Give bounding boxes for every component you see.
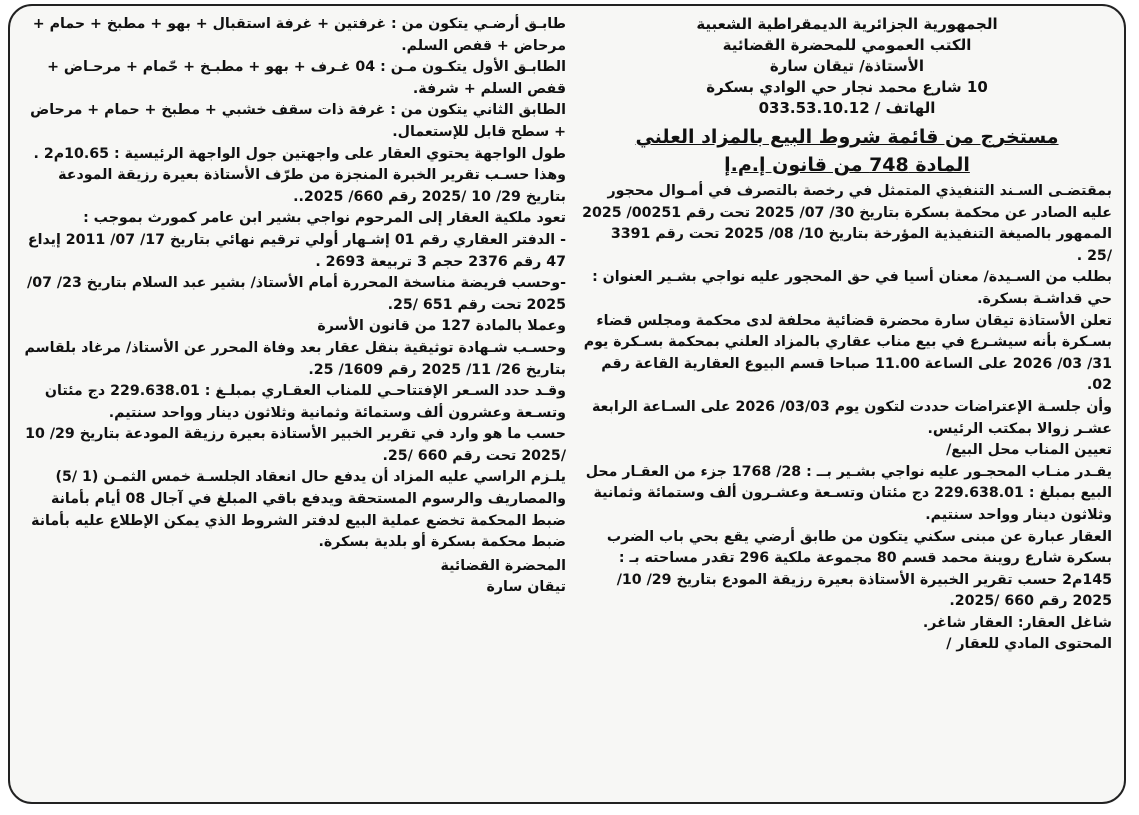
header-republic: الجمهورية الجزائرية الديمقراطية الشعبية	[696, 15, 998, 33]
paragraph: الطابـق الأول يتكـون مـن : 04 غـرف + بهو + مطبـخ + حّمام + مرحـاض + قفص السلم + شرفة.	[47, 59, 566, 97]
header-bailiff-name: الأستاذة/ تيقان سارة	[769, 57, 925, 75]
title-line-1: مستخرج من قائمة شروط البيع بالمزاد العلني	[635, 126, 1059, 148]
paragraph: يلـزم الراسي عليه المزاد أن يدفع حال انعقاد الجلسـة خمس الثمـن (1 /5) والمصاريف والرسوم المستحقة ويدفع باقي المبلغ في آجال 08 أيام بأمانة ضبط المحكمة تخضع عملية البيع لدفتر الشروط الذي يمكن الإطلاع عليه بأمانة ضبط محكمة بسكرة أو بلدية بسكرة.	[31, 469, 566, 551]
paragraph: حسب ما هو وارد في تقرير الخبير الأستاذة بعيرة رزيقة المودعة بتاريخ 29/ 10 /2025 تحت رقم 660 /25.	[25, 426, 566, 464]
paragraph: وهذا حسـب تقرير الخبرة المنجزة من طرّف الأستاذة بعيرة رزيقة المودعة بتاريخ 29/ 10 /2025 رقم 660/ 2025..	[58, 167, 566, 205]
paragraph: وعملا بالمادة 127 من قانون الأسرة	[317, 318, 566, 335]
right-column	[582, 14, 1112, 656]
paragraph: - الدفتر العقاري رقم 01 إشـهار أولي ترقيم نهائي بتاريخ 17/ 07/ 2011 إيداع 47 رقم 2376 حجم 3 تربيعة 2693 .	[27, 231, 566, 270]
paragraph: طابـق أرضـي يتكون من : غرفتين + غرفة استقبال + بهو + مطبخ + حمام + مرحاض + قفص السلم.	[32, 16, 566, 54]
paragraph: يقـدر منـاب المحجـور عليه نواجي بشـير بــ : 28/ 1768 جزء من العقـار محل البيع بمبلغ : 229.638.01 دج مئتان وتسـعة وعشـرون ألف وستمائة وثمانية وثلاثون دينار وواحد سنتيم.	[585, 463, 1112, 523]
header-office: الكتب العمومي للمحضرة القضائية	[722, 36, 972, 54]
signature-name: تيقان سارة	[486, 579, 566, 596]
paragraph: -وحسب فريضة مناسخة المحررة أمام الأستاذ/ بشير عبد السلام بتاريخ 23/ 07/ 2025 تحت رقم 651 /25.	[27, 275, 566, 313]
paragraph: بطلب من السـيدة/ معنان أسيا في حق المحجور عليه نواجي بشـير العنوان : حي قداشـة بسكرة.	[592, 269, 1112, 307]
header-address: 10 شارع محمد نجار حي الوادي بسكرة	[706, 78, 988, 96]
paragraph: العقار عبارة عن مبنى سكني يتكون من طابق أرضي يقع بحي باب الضرب بسكرة شارع روينة محمد قسم 80 مجموعة ملكية 296 تقدر مساحته بـ : 145م2 حسب تقرير الخبيرة الأستاذة بعيرة رزيقة المودع بتاريخ 29/ 10/ 2025 رقم 660 /2025.	[606, 528, 1112, 610]
paragraph: وحسـب شـهادة توثيقية بنقل عقار بعد وفاة المحرر عن الأستاذ/ مرغاد بلقاسم بتاريخ 26/ 11/ 2025 رقم 1609/ 25.	[24, 339, 566, 378]
left-column	[18, 14, 566, 599]
paragraph: الطابق الثاني يتكون من : غرفة ذات سقف خشبي + مطبخ + حمام + مرحاض + سطح قابل للإستعمال.	[30, 102, 566, 140]
paragraph: وأن جلسـة الإعتراضات حددت لتكون يوم 03/03/ 2026 على السـاعة الرابعة عشـر زوالا بمكتب الرئيس.	[591, 398, 1112, 437]
signature-title: المحضرة القضائية	[440, 557, 566, 574]
paragraph: المحتوى المادي للعقار /	[946, 636, 1112, 653]
paragraph: تعيين المناب محل البيع/	[946, 442, 1112, 459]
paragraph: تعلن الأستاذة تيقان سارة محضرة قضائية محلفة لدى محكمة ومجلس قضاء بسـكرة بأنه سيشـرع في بيع مناب عقاري بالمزاد العلني بمحكمة بسـكرة يوم 31/ 03/ 2026 على الساعة 11.00 صباحا قسم البيوع العقارية القاعة رقم 02.	[583, 312, 1112, 394]
office-header	[582, 14, 1112, 119]
signature	[18, 556, 566, 599]
title-line-2: المادة 748 من قانون إ.م.إ	[724, 154, 970, 176]
paragraph: طول الواجهة يحتوي العقار على واجهتين جول الواجهة الرئيسية : 10.65م2 .	[33, 145, 566, 162]
paragraph: تعود ملكية العقار إلى المرحوم نواجي بشير ابن عامر كمورث بموجب :	[83, 210, 566, 227]
paragraph: بمقتضـى السـند التنفيذي المتمثل في رخصة بالتصرف في أمـوال محجور عليه الصادر عن محكمة بسكرة بتاريخ 30/ 07/ 2025 تحت رقم 00251/ 2025 الممهور بالصيغة التنفيذية المؤرخة بتاريخ 10/ 08/ 2025 تحت رقم 3391 /25 .	[582, 183, 1112, 264]
paragraph: شاغل العقار: العقار شاغر.	[922, 614, 1112, 631]
paragraph: وقـد حدد السـعر الإفتتاحـي للمناب العقـاري بمبلـغ : 229.638.01 دج مئتان وتسـعة وعشرون ألف وستمائة وثمانية وثلاثون دينار وواحد سنتيم.	[44, 383, 566, 421]
header-phone: الهاتف / 033.53.10.12	[758, 99, 936, 117]
notice-title	[582, 123, 1112, 179]
